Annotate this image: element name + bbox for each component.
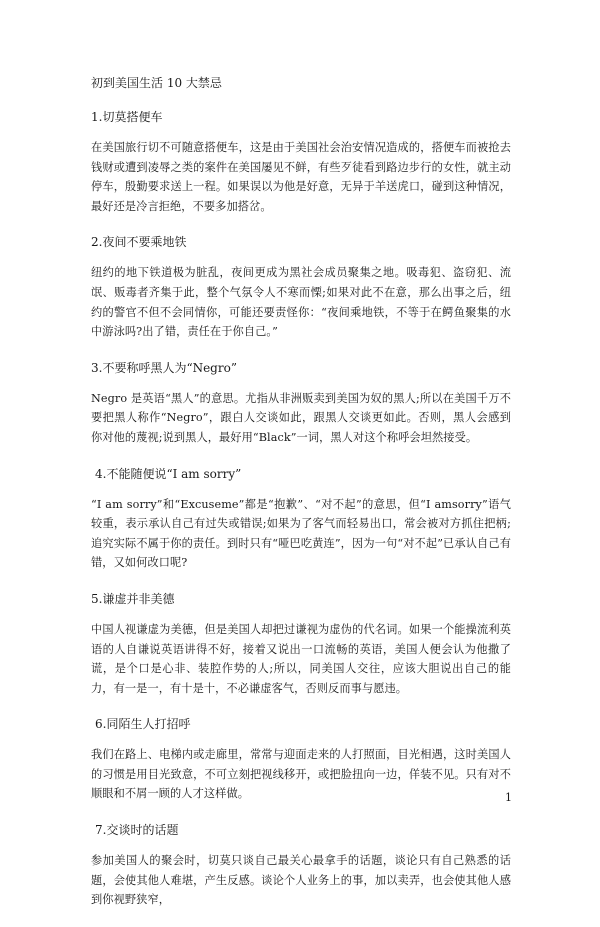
page-number: 1: [505, 791, 512, 804]
section-2-body: 纽约的地下铁道极为脏乱，夜间更成为黑社会成员聚集之地。吸毒犯、盗窃犯、流氓、贩毒者齐集于此，整个气氛令人不寒而慄;如果对此不在意，那么出事之后，纽约的警官不但不会同情你，可能还要责怪你：“夜间乘地铁，不等于在鳄鱼聚集的水中游泳吗?出了错，责任在于你自己。”: [91, 266, 511, 339]
section-7-heading: 7.交谈时的话题: [95, 823, 179, 838]
document-content: [91, 74, 511, 927]
section-7-body: 参加美国人的聚会时，切莫只谈自己最关心最拿手的话题，谈论只有自己熟悉的话题，会使其他人难堪，产生反感。谈论个人业务上的事，加以卖弄，也会使其他人感到你视野狭窄，: [91, 854, 511, 907]
section-3-body: Negro 是英语“黑人”的意思。尤指从非洲贩卖到美国为奴的黑人;所以在美国千万不要把黑人称作“Negro”，跟白人交谈如此，跟黑人交谈更如此。否则，黑人会感到你对他的蔑视;说到黑人，最好用“Black”一词，黑人对这个称呼会坦然接受。: [91, 391, 511, 444]
section-4-heading: 4.不能随便说“I am sorry”: [95, 466, 242, 481]
section-2-heading: 2.夜间不要乘地铁: [91, 235, 187, 250]
section-5-body: 中国人视谦虚为美德，但是美国人却把过谦视为虚伪的代名词。如果一个能操流利英语的人自谦说英语讲得不好，接着又说出一口流畅的英语，美国人便会认为他撒了谎，是个口是心非、装腔作势的人;所以，同美国人交往，应该大胆说出自己的能力，有一是一，有十是十，不必谦虚客气，否则反而事与愿违。: [91, 622, 511, 695]
section-6-body: 我们在路上、电梯内或走廊里，常常与迎面走来的人打照面，目光相遇，这时美国人的习惯是用目光致意，不可立刻把视线移开，或把脸扭向一边，佯装不见。只有对不顺眼和不屑一顾的人才这样做。: [91, 748, 511, 801]
section-1-heading: 1.切莫搭便车: [91, 110, 163, 124]
document-title: 初到美国生活 10 大禁忌: [91, 76, 222, 90]
section-4-body: “I am sorry”和“Excuseme”都是“抱歉”、“对不起”的意思，但“I amsorry”语气较重，表示承认自己有过失或错误;如果为了客气而轻易出口，常会被对方抓住把柄;追究实际不属于你的责任。到时只有“哑巴吃黄连”，因为一句“对不起”已承认自己有错，又如何改口呢?: [91, 497, 511, 570]
section-5-heading: 5.谦虚并非美德: [91, 591, 175, 606]
section-3-heading: 3.不要称呼黑人为“Negro”: [91, 360, 237, 375]
section-6-heading: 6.同陌生人打招呼: [95, 717, 191, 732]
section-1-body: 在美国旅行切不可随意搭便车，这是由于美国社会治安情况造成的，搭便车而被抢去钱财或遭到凌辱之类的案件在美国屡见不鲜，有些歹徒看到路边步行的女性，就主动停车，殷勤要求送上一程。如果误以为他是好意，无异于羊送虎口，碰到这种情况，最好还是冷言拒绝，不要多加搭岔。: [91, 141, 511, 213]
